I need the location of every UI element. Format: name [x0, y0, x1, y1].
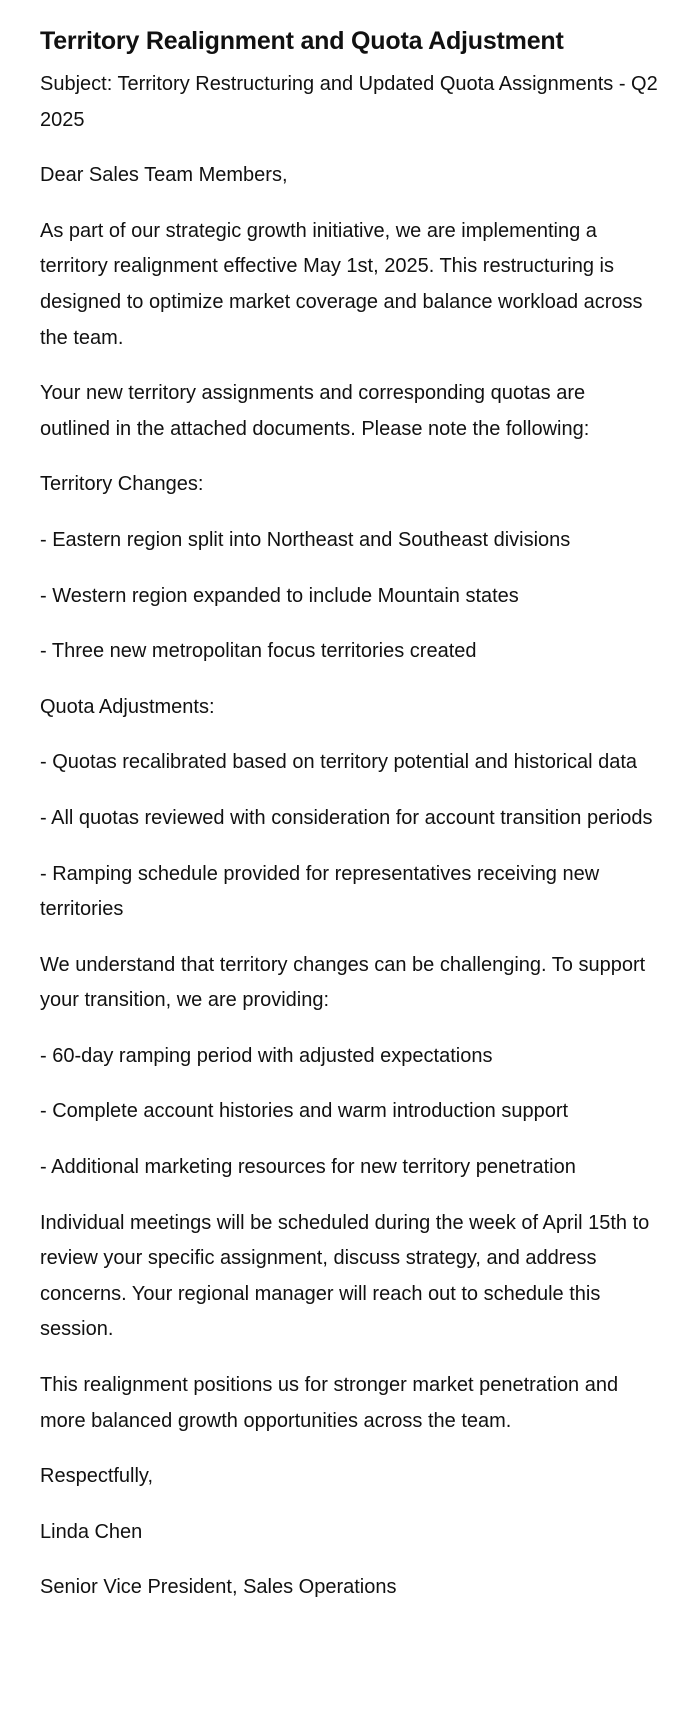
support-intro-paragraph: We understand that territory changes can be challenging. To support your transition, we are providing: [40, 953, 646, 1012]
subject-line: Subject: Territory Restructuring and Updated Quota Assignments - Q2 2025 [40, 73, 658, 131]
quota-adjustment-item: - All quotas reviewed with consideration for account transition periods [40, 806, 653, 829]
territory-change-item: - Eastern region split into Northeast and Southeast divisions [40, 528, 571, 551]
territory-change-item: - Three new metropolitan focus territories created [40, 640, 477, 663]
signer-name: Linda Chen [40, 1520, 143, 1543]
document-title: Territory Realignment and Quota Adjustment [40, 27, 564, 55]
intro-paragraph: As part of our strategic growth initiative, we are implementing a territory realignment effective May 1st, 2025. This restructuring is designed to optimize market coverage and balance workload across the team. [40, 219, 643, 349]
quota-adjustment-item: - Quotas recalibrated based on territory potential and historical data [40, 751, 638, 774]
territory-change-item: - Western region expanded to include Mountain states [40, 584, 519, 607]
quota-adjustment-item: - Ramping schedule provided for representatives receiving new territories [40, 862, 600, 921]
territory-changes-heading: Territory Changes: [40, 473, 204, 496]
signer-title: Senior Vice President, Sales Operations [40, 1576, 397, 1599]
assignments-paragraph: Your new territory assignments and corresponding quotas are outlined in the attached documents. Please note the following: [40, 382, 590, 440]
support-item: - Complete account histories and warm introduction support [40, 1100, 569, 1123]
support-item: - Additional marketing resources for new territory penetration [40, 1156, 576, 1179]
support-item: - 60-day ramping period with adjusted expectations [40, 1044, 493, 1067]
sign-off: Respectfully, [40, 1465, 154, 1488]
closing-paragraph: This realignment positions us for stronger market penetration and more balanced growth opportunities across the team. [40, 1374, 619, 1432]
meetings-paragraph: Individual meetings will be scheduled during the week of April 15th to review your specific assignment, discuss strategy, and address concerns. Your regional manager will reach out to schedule this session. [40, 1211, 650, 1341]
quota-adjustments-heading: Quota Adjustments: [40, 695, 215, 718]
greeting: Dear Sales Team Members, [40, 164, 288, 187]
